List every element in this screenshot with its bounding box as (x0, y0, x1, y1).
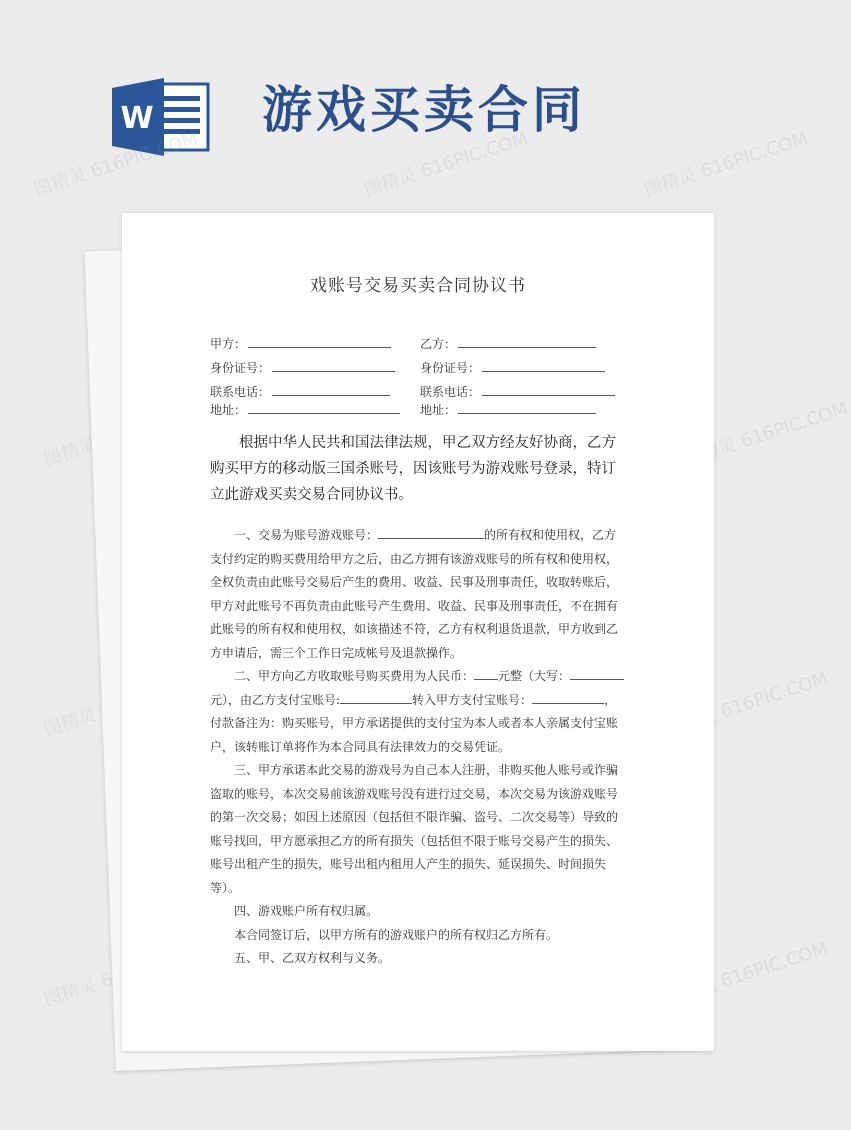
clause-2-text-c: 元），由乙方支付宝账号: (210, 692, 341, 707)
party-a-phone-label: 联系电话： (210, 385, 271, 399)
clause-3: 三、甲方承诺本此交易的游戏号为自己本人注册，非购买他人账号或诈骗盗取的账号，本次交易前该游戏账号没有进行过交易，本次交易为该游戏账号的第一次交易；如因上述原因（包括但不限诈骗、盗号、二次交易等）导致的账号找回，甲方愿承担乙方的所有损失（包括但不限于账号交易产生的损失、账号出租产生的损失，账号出租内租用人产生的损失、延误损失、时间损失等）。 (210, 763, 619, 895)
party-a-name-label: 甲方： (210, 337, 247, 351)
party-a-phone-row (210, 383, 390, 400)
party-a-address-label: 地址： (210, 403, 247, 417)
party-b-address-label: 地址： (420, 403, 457, 417)
party-b-id-field[interactable] (482, 360, 605, 372)
party-b-id-label: 身份证号： (420, 361, 481, 375)
party-a-phone-field[interactable] (272, 384, 390, 396)
watermark: 图精灵 (41, 434, 100, 471)
watermark: 图精灵 616PIC.COM (681, 398, 851, 471)
party-a-address-field[interactable] (248, 402, 400, 414)
clause-2-text-a: 二、甲方向乙方收取账号购买费用为人民币： (234, 669, 475, 683)
party-b-name-label: 乙方： (420, 337, 457, 351)
party-b-phone-row (420, 383, 615, 400)
word-logo-letter: W (120, 101, 154, 136)
party-a-id-row (210, 359, 395, 376)
party-b-address-field[interactable] (458, 402, 596, 414)
seller-alipay-field[interactable] (532, 691, 604, 704)
clause-4-heading: 四、游戏账户所有权归属。 (234, 904, 379, 918)
clause-2-text-e: ，付款备注为：购买账号，甲方承诺提供的支付宝为本人或者本人亲属支付宝账户，该转账订单将作为本合同具有法律效力的交易凭证。 (210, 692, 619, 754)
watermark: 图精灵 (41, 704, 100, 741)
party-a-name-field[interactable] (248, 336, 391, 348)
clause-1-text-b: 的所有权和使用权，乙方支付约定的购买费用给甲方之后，由乙方拥有该游戏账号的所有权和使用权，全权负责由此账号交易后产生的费用、收益、民事及刑事责任，收取转账后，甲方对此账号不再负责由此账号产生费用、收益、民事及刑事责任，不在拥有此账号的所有权和使用权，如该描述不符，乙方有权利退货退款，甲方收到乙方申请后，需三个工作日完成帐号及退款操作。 (210, 528, 619, 660)
watermark: 图精灵 616PIC.COM (361, 128, 531, 201)
intro-paragraph: 根据中华人民共和国法律法规，甲乙双方经友好协商，乙方购买甲方的移动版三国杀账号，因该账号为游戏账号登录，特订立此游戏买卖交易合同协议书。 (210, 435, 616, 503)
party-a-id-field[interactable] (272, 360, 395, 372)
party-b-id-row (420, 359, 605, 376)
document-page (122, 213, 714, 1051)
clause-5-heading: 五、甲、乙双方权利与义务。 (234, 951, 391, 965)
price-field[interactable] (474, 667, 498, 680)
clause-2-text-d: 转入甲方支付宝账号： (412, 692, 533, 707)
watermark: 图精灵 616PIC.COM (661, 938, 831, 1011)
party-b-phone-field[interactable] (482, 384, 615, 396)
contract-body (210, 524, 628, 971)
party-b-name-field[interactable] (458, 336, 596, 348)
clause-2 (210, 665, 628, 759)
game-account-field[interactable] (378, 526, 484, 539)
watermark: 图精灵 616PIC.COM (661, 668, 831, 741)
party-a-name-row (210, 335, 391, 352)
clause-1-text-a: 一、交易为账号游戏账号： (234, 528, 379, 542)
banner-title: 游戏买卖合同 (262, 81, 586, 139)
clause-2-text-b: 元整（大写： (498, 669, 571, 683)
party-b-phone-label: 联系电话： (420, 385, 481, 399)
buyer-alipay-field[interactable] (340, 691, 412, 704)
price-uppercase-field[interactable] (570, 667, 624, 680)
watermark: 图精灵 616PIC.COM (641, 128, 811, 201)
clause-4-body: 本合同签订后，以甲方所有的游戏账户的所有权归乙方所有。 (234, 927, 559, 942)
watermark: 图精灵 616PIC.COM (31, 128, 201, 201)
party-b-name-row (420, 335, 596, 352)
party-a-address-row (210, 401, 400, 418)
party-a-id-label: 身份证号： (210, 361, 271, 375)
watermark: 图精灵 (41, 974, 100, 1011)
party-b-address-row (420, 401, 596, 418)
word-logo-icon (112, 78, 212, 156)
clause-1 (210, 524, 628, 665)
document-title: 戏账号交易买卖合同协议书 (310, 276, 526, 296)
